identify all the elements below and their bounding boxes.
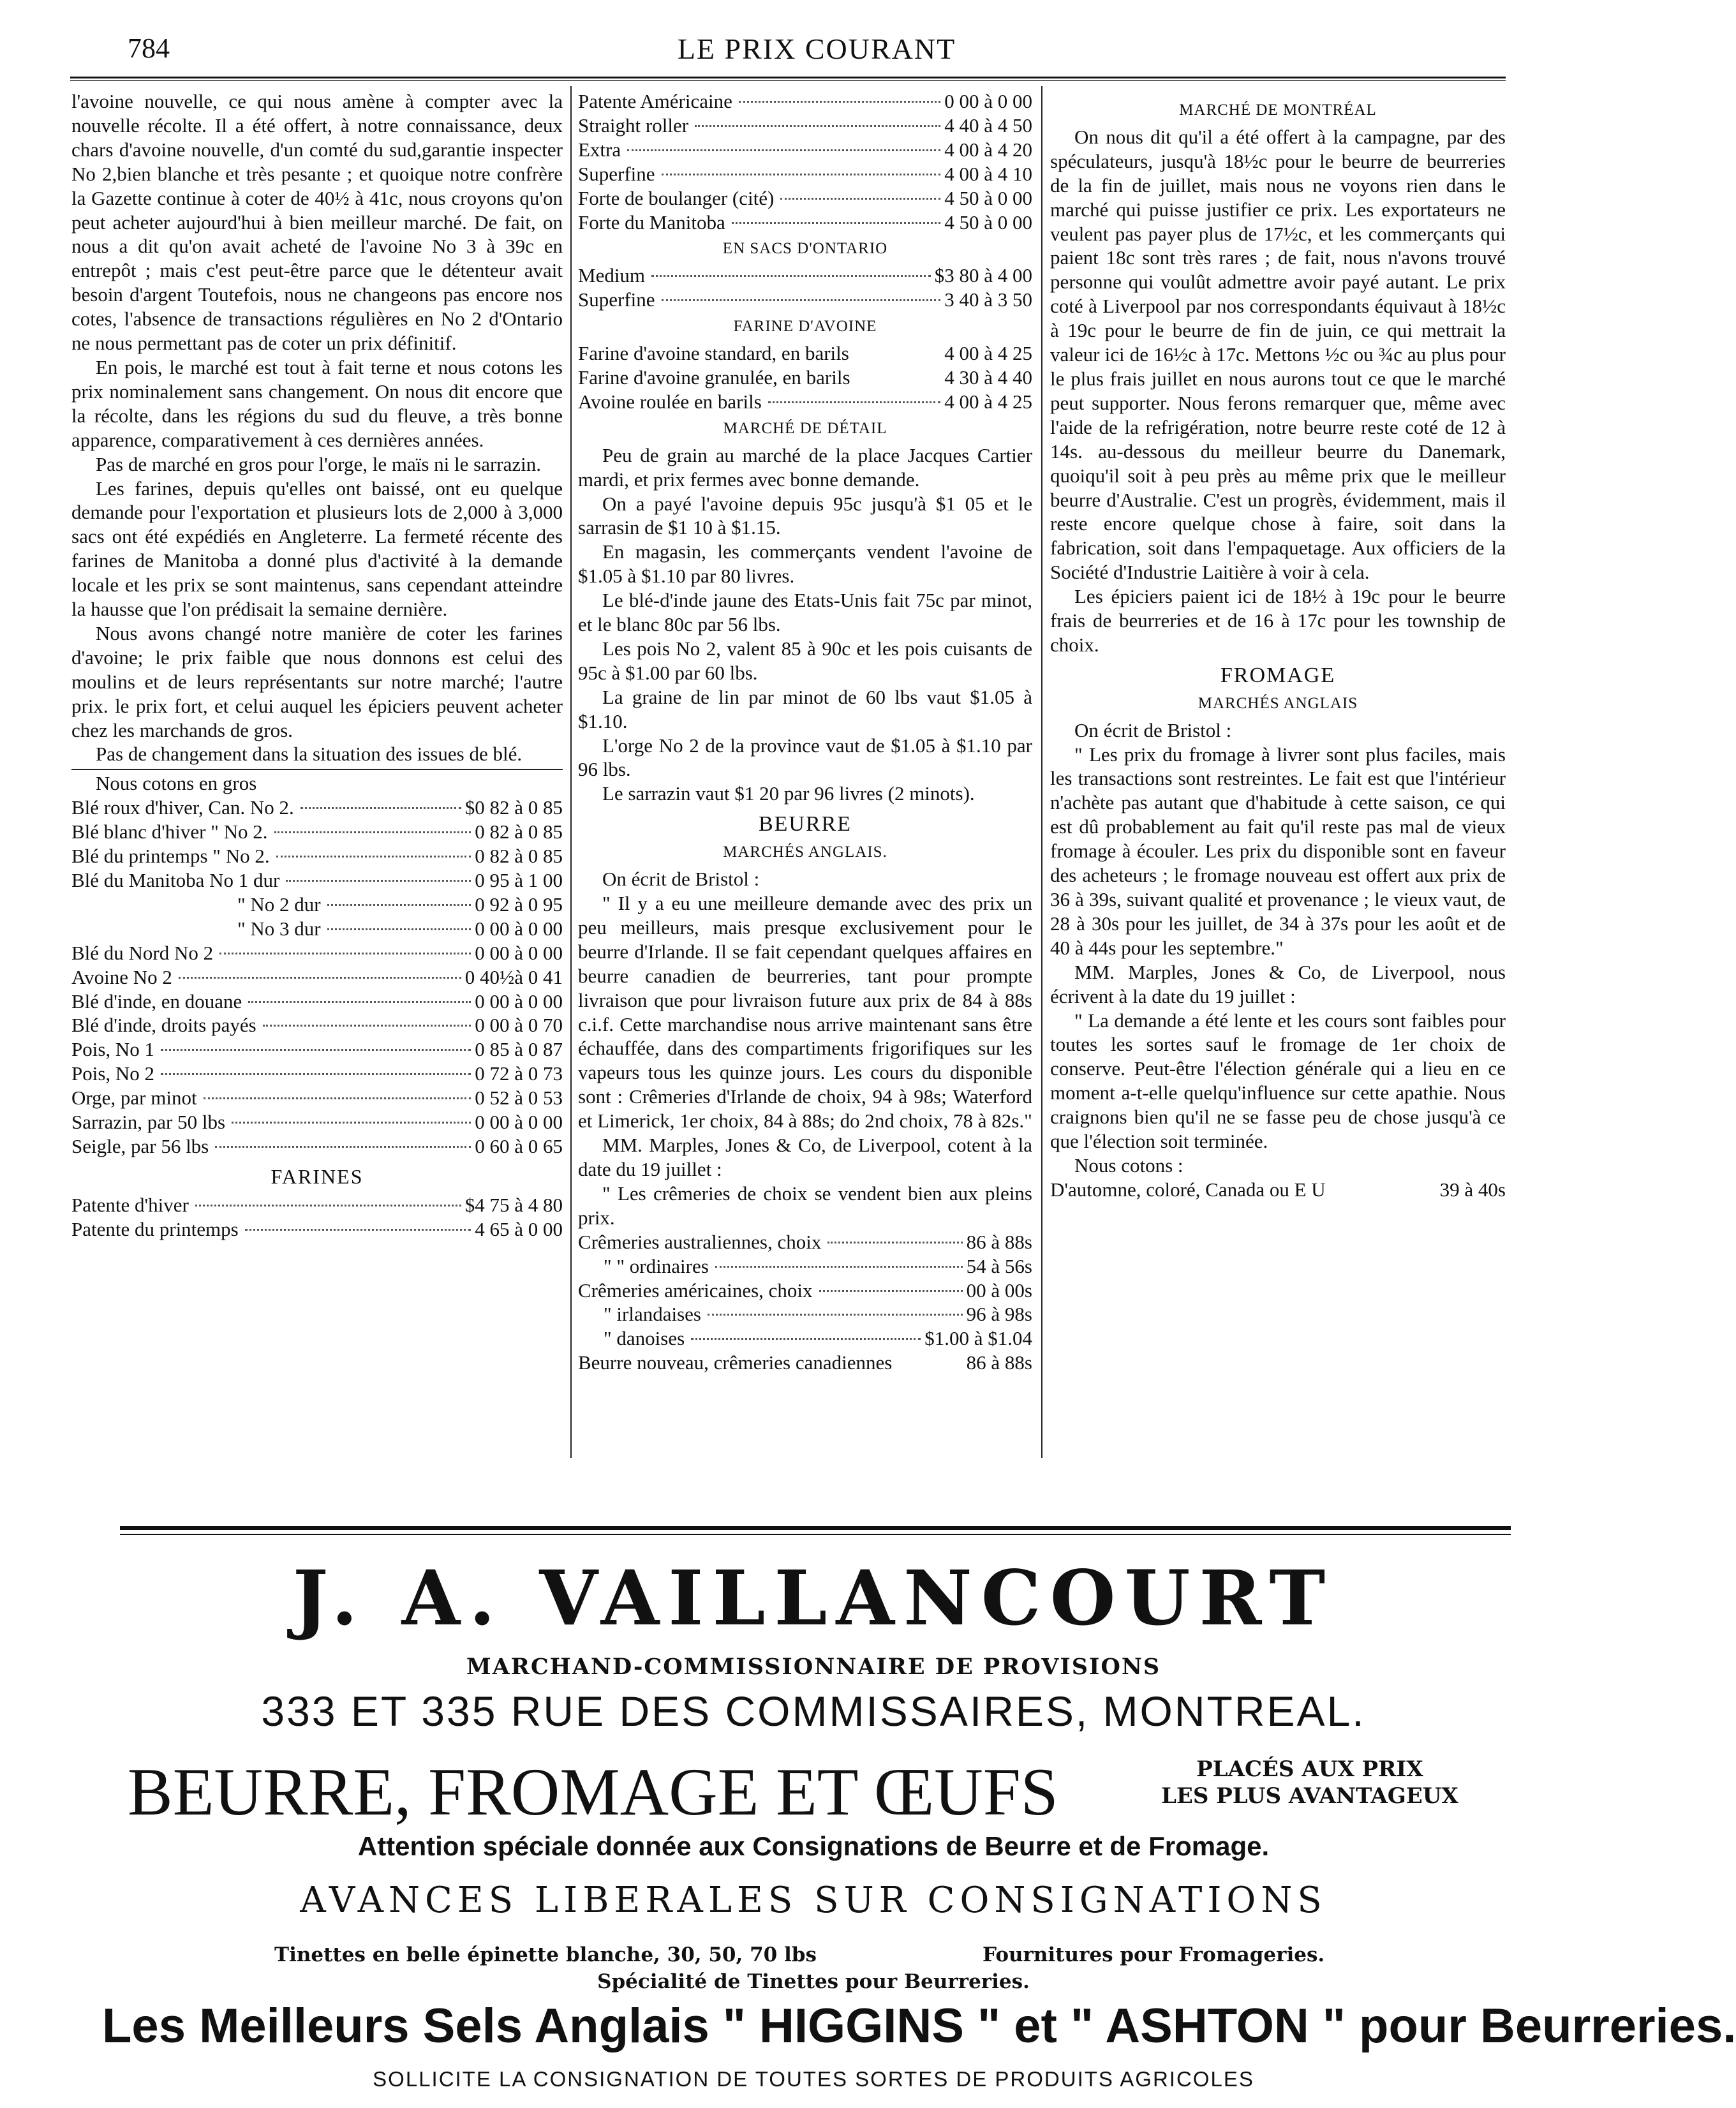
section-heading-ontario: EN SACS D'ONTARIO xyxy=(722,240,888,258)
ad-address: 333 ET 335 RUE DES COMMISSAIRES, MONTREAL. xyxy=(261,1688,1366,1735)
section-heading-beurre: BEURRE xyxy=(758,812,852,836)
paragraph: Le blé-d'inde jaune des Etats-Unis fait 75c par minot, et le blanc 80c par 56 lbs. xyxy=(578,589,1032,636)
header-rule xyxy=(70,77,1506,78)
price-row: Medium $3 80 à 4 00 xyxy=(578,264,1032,287)
paragraph: En pois, le marché est tout à fait terne et nous cotons les prix nominalement sans changement. On nous dit encore que la récolte, dans les régions du sud du fleuve, a très bonne apparence, comparativement à ces dernières années. xyxy=(71,355,563,451)
price-row: Patente d'hiver $4 75 à 4 80 xyxy=(71,1193,563,1216)
column-divider-1 xyxy=(570,86,572,1458)
paragraph: MM. Marples, Jones & Co, de Liverpool, nous écrivent à la date du 19 juillet : xyxy=(1050,960,1506,1007)
price-row: Farine d'avoine granulée, en barils 4 30 à 4 40 xyxy=(578,366,1032,389)
column-2 xyxy=(578,89,1032,1375)
price-row: Straight roller 4 40 à 4 50 xyxy=(578,114,1032,137)
header-rule-thin xyxy=(70,80,1506,81)
price-row: Blé blanc d'hiver " No 2. 0 82 à 0 85 xyxy=(71,820,563,843)
price-row: Superfine 4 00 à 4 10 xyxy=(578,162,1032,185)
price-row: Sarrazin, par 50 lbs 0 00 à 0 00 xyxy=(71,1111,563,1134)
price-row: D'automne, coloré, Canada ou E U 39 à 40s xyxy=(1050,1178,1506,1201)
price-row: Crêmeries américaines, choix 00 à 00s xyxy=(578,1279,1032,1302)
price-row: " No 2 dur 0 92 à 0 95 xyxy=(237,893,563,916)
price-row: Blé du Nord No 2 0 00 à 0 00 xyxy=(71,941,563,964)
price-row: " irlandaises 96 à 98s xyxy=(604,1303,1032,1326)
section-heading-detail: MARCHÉ DE DÉTAIL xyxy=(723,419,887,437)
price-row: Avoine No 2 0 40½à 0 41 xyxy=(71,965,563,988)
ad-salt: Les Meilleurs Sels Anglais " HIGGINS " et " ASHTON " pour Beurreries. xyxy=(102,1999,1736,2053)
price-row: Farine d'avoine standard, en barils 4 00 à 4 25 xyxy=(578,342,1032,365)
price-row: Orge, par minot 0 52 à 0 53 xyxy=(71,1087,563,1110)
price-row: Forte du Manitoba 4 50 à 0 00 xyxy=(578,211,1032,234)
column-3 xyxy=(1050,96,1506,1202)
price-row: Pois, No 2 0 72 à 0 73 xyxy=(71,1062,563,1085)
paragraph: Pas de changement dans la situation des issues de blé. xyxy=(96,743,523,766)
section-heading-farine-avoine: FARINE D'AVOINE xyxy=(733,318,877,336)
section-heading-montreal: MARCHÉ DE MONTRÉAL xyxy=(1179,101,1377,119)
paragraph: On écrit de Bristol : xyxy=(602,868,760,891)
ad-subtitle: MARCHAND-COMMISSIONNAIRE DE PROVISIONS xyxy=(466,1654,1161,1680)
page-header xyxy=(128,26,1506,70)
paragraph: " Les prix du fromage à livrer sont plus faciles, mais les transactions sont restreintes. Le fait est que l'intérieur n'achète pas autant que d'habitude à cette saison, ce qui est dû probablement au fait qu'il reste pas mal de vieux fromage à écouler. Les prix du disponible sont en faveur des acheteurs ; le fromage nouveau est offert aux prix de 36 à 39s, suivant qualité et provenance ; le vieux vaut, de 28 à 30s pour les juillet, de 34 à 37s pour les août et de 40 à 44s pour les septembre." xyxy=(1050,743,1506,959)
ad-tinettes: Tinettes en belle épinette blanche, 30, 50, 70 lbs Fournitures pour Fromageries. xyxy=(274,1943,1325,1966)
paragraph: Les épiciers paient ici de 18½ à 19c pour le beurre frais de beurreries et de 16 à 17c pour les township de choix. xyxy=(1050,585,1506,656)
column-divider-2 xyxy=(1041,86,1042,1458)
page-number: 784 xyxy=(128,33,170,64)
paragraph: En magasin, les commerçants vendent l'avoine de $1.05 à $1.10 par 80 livres. xyxy=(578,540,1032,588)
ad-solicit: SOLLICITE LA CONSIGNATION DE TOUTES SORTES DE PRODUITS AGRICOLES xyxy=(373,2067,1254,2091)
ad-merchant-name: J. A. VAILLANCOURT xyxy=(292,1554,1335,1642)
price-table-gros xyxy=(71,796,563,1159)
ad-rule-top-thin xyxy=(120,1534,1511,1535)
paragraph: On écrit de Bristol : xyxy=(1074,718,1232,741)
ad-placed-note: PLACÉS AUX PRIX LES PLUS AVANTAGEUX xyxy=(1161,1756,1458,1809)
ad-rule-top xyxy=(120,1526,1511,1530)
price-row: Patente Américaine 0 00 à 0 00 xyxy=(578,90,1032,112)
paragraph: On a payé l'avoine depuis 95c jusqu'à $1 05 et le sarrasin de $1 10 à $1.15. xyxy=(578,492,1032,539)
paragraph: " Les crêmeries de choix se vendent bien aux pleins prix. xyxy=(578,1182,1032,1229)
price-row: " " ordinaires 54 à 56s xyxy=(604,1254,1032,1277)
column-1 xyxy=(71,89,563,1242)
section-heading-fromage: FROMAGE xyxy=(1220,663,1336,687)
price-row: Seigle, par 56 lbs 0 60 à 0 65 xyxy=(71,1134,563,1157)
price-row: Crêmeries australiennes, choix 86 à 88s xyxy=(578,1230,1032,1253)
price-row: Blé du Manitoba No 1 dur 0 95 à 1 00 xyxy=(71,869,563,891)
paragraph: Nous avons changé notre manière de coter les farines d'avoine; le prix faible que nous donnons est celui des moulins et de leurs représentants sur notre marché; l'autre prix. le prix fort, et celui auquel les épiciers peuvent acheter chez les marchands de gros. xyxy=(71,621,563,741)
ad-attention: Attention spéciale donnée aux Consignations de Beurre et de Fromage. xyxy=(357,1831,1270,1861)
paragraph: Les pois No 2, valent 85 à 90c et les pois cuisants de 95c à $1.00 par 60 lbs. xyxy=(578,637,1032,684)
ad-products-text: BEURRE, FROMAGE ET ŒUFS xyxy=(128,1755,1058,1829)
section-heading-marches-anglais: MARCHÉS ANGLAIS xyxy=(1198,694,1358,712)
price-row: Extra 4 00 à 4 20 xyxy=(578,138,1032,161)
paragraph: Les farines, depuis qu'elles ont baissé, ont eu quelque demande pour l'exportation et plusieurs lots de 2,000 à 3,000 sacs ont été expédiés en Angleterre. La fermeté récente des farines de Manitoba a donné plus d'activité à la demande locale et les prix se sont maintenus, sans cependant atteindre la hausse que l'on prédisait la semaine dernière. xyxy=(71,477,563,621)
paragraph: Nous cotons : xyxy=(1074,1154,1183,1176)
price-row: Superfine 3 40 à 3 50 xyxy=(578,288,1032,311)
section-intro: Nous cotons en gros xyxy=(96,772,257,795)
price-row: Patente du printemps 4 65 à 0 00 xyxy=(71,1217,563,1240)
paragraph: l'avoine nouvelle, ce qui nous amène à compter avec la nouvelle récolte. Il a été offert, à notre connaissance, deux chars d'avoine nouvelle, d'un comté du sud,garantie inspecter No 2,bien blanche et très pesante ; et quoique notre confrère la Gazette continue à coter de 40½ à 41c, nous croyons qu'on peut acheter aujourd'hui à bien meilleur marché. De fait, on nous a dit qu'on avait acheté de l'avoine No 3 à 39c en entrepôt ; mais c'est peut-être parce que le détenteur avait besoin d'argent Toutefois, nous ne changeons pas encore nos cotes, l'absence de transactions régulières en No 2 d'Ontario ne nous permettant pas de coter un prix définitif. xyxy=(71,90,563,355)
section-heading-farines: FARINES xyxy=(271,1164,364,1188)
price-row: " No 3 dur 0 00 à 0 00 xyxy=(237,917,563,940)
paragraph: " Il y a eu une meilleure demande avec des prix un peu meilleurs, mais presque exclusivement pour le beurre d'Irlande. Il se fait cependant quelques affaires en beurre canadien de beurreries, tant pour prompte livraison que pour livraison future aux prix de 84 à 88s c.i.f. Cette marchandise nous arrive maintenant sans être échauffée, dans des compartiments frigorifiques sur les vapeurs tous les quinze jours. Les cours du disponible sont : Crêmeries d'Irlande de choix, 94 à 98s; Waterford et Limerick, 1er choix, 84 à 88s; do 2nd choix, 78 à 82s." xyxy=(578,892,1032,1132)
ad-specialite: Spécialité de Tinettes pour Beurreries. xyxy=(597,1970,1030,1993)
paragraph: MM. Marples, Jones & Co, de Liverpool, cotent à la date du 19 juillet : xyxy=(578,1134,1032,1180)
price-row: Avoine roulée en barils 4 00 à 4 25 xyxy=(578,390,1032,413)
price-row: Blé d'inde, en douane 0 00 à 0 00 xyxy=(71,990,563,1013)
price-row: Blé du printemps " No 2. 0 82 à 0 85 xyxy=(71,845,563,868)
price-row: Beurre nouveau, crêmeries canadiennes 86 à 88s xyxy=(578,1351,1032,1374)
price-row: " danoises $1.00 à $1.04 xyxy=(604,1327,1032,1350)
paragraph: Pas de marché en gros pour l'orge, le maïs ni le sarrazin. xyxy=(96,452,541,475)
journal-title: LE PRIX COURANT xyxy=(677,33,956,65)
section-heading-marches-anglais: MARCHÉS ANGLAIS. xyxy=(723,843,887,861)
paragraph: La graine de lin par minot de 60 lbs vaut $1.05 à $1.10. xyxy=(578,685,1032,732)
paragraph: Le sarrazin vaut $1 20 par 96 livres (2 minots). xyxy=(602,782,975,805)
paragraph: " La demande a été lente et les cours sont faibles pour toutes les sortes sauf le fromage de 1er choix de conserve. Peut-être l'élection générale qui a lieu en ce moment a-t-elle quelqu'influence sur cette apathie. Nous craignons bien qu'il ne se fasse peu de chose jusqu'à ce que l'élection soit terminée. xyxy=(1050,1009,1506,1153)
price-row: Pois, No 1 0 85 à 0 87 xyxy=(71,1038,563,1061)
price-row: Blé roux d'hiver, Can. No 2. $0 82 à 0 85 xyxy=(71,796,563,819)
ad-advances: AVANCES LIBERALES SUR CONSIGNATIONS xyxy=(300,1880,1327,1921)
ad-products xyxy=(128,1753,1518,1831)
price-row: Blé d'inde, droits payés 0 00 à 0 70 xyxy=(71,1014,563,1037)
paragraph: L'orge No 2 de la province vaut de $1.05 à $1.10 par 96 lbs. xyxy=(578,734,1032,781)
price-row: Forte de boulanger (cité) 4 50 à 0 00 xyxy=(578,186,1032,209)
ad-fournitures: Fournitures pour Fromageries. xyxy=(983,1943,1325,1966)
paragraph: Peu de grain au marché de la place Jacques Cartier mardi, et prix fermes avec bonne demande. xyxy=(578,443,1032,491)
paragraph: On nous dit qu'il a été offert à la campagne, par des spéculateurs, jusqu'à 18½c pour le beurre de beurreries de la fin de juillet, mais nous ne voyons rien dans le marché qui puisse justifier ce prix. Les exportateurs ne veulent pas payer plus de 17½c, et les commerçants qui paient 18c sont très rares ; de fait, nous n'avons trouvé personne qui voulût admettre avoir payé autant. Le prix coté à Liverpool par nos correspondants équivaut à 18½c à 19c pour le beurre de fin de juin, ce qui mettrait la valeur ici de 16½c à 17c. Mettons ½c ou ¾c au plus pour le plus frais juillet en nous aurons tout ce que le marché peut supporter. Nous ferons remarquer que, même avec l'aide de la refrigération, notre beurre reste coté de 12 à 14s. au-dessous du meilleur beurre du Danemark, quoiqu'il soit à peu près au même prix que le meilleur beurre d'Australie. C'est un progrès, évidemment, mais il reste encore quelque chose à faire, soit dans la fabrication, soit dans l'empaquetage. Aux officiers de la Société d'Industrie Laitière à voir à cela. xyxy=(1050,125,1506,584)
